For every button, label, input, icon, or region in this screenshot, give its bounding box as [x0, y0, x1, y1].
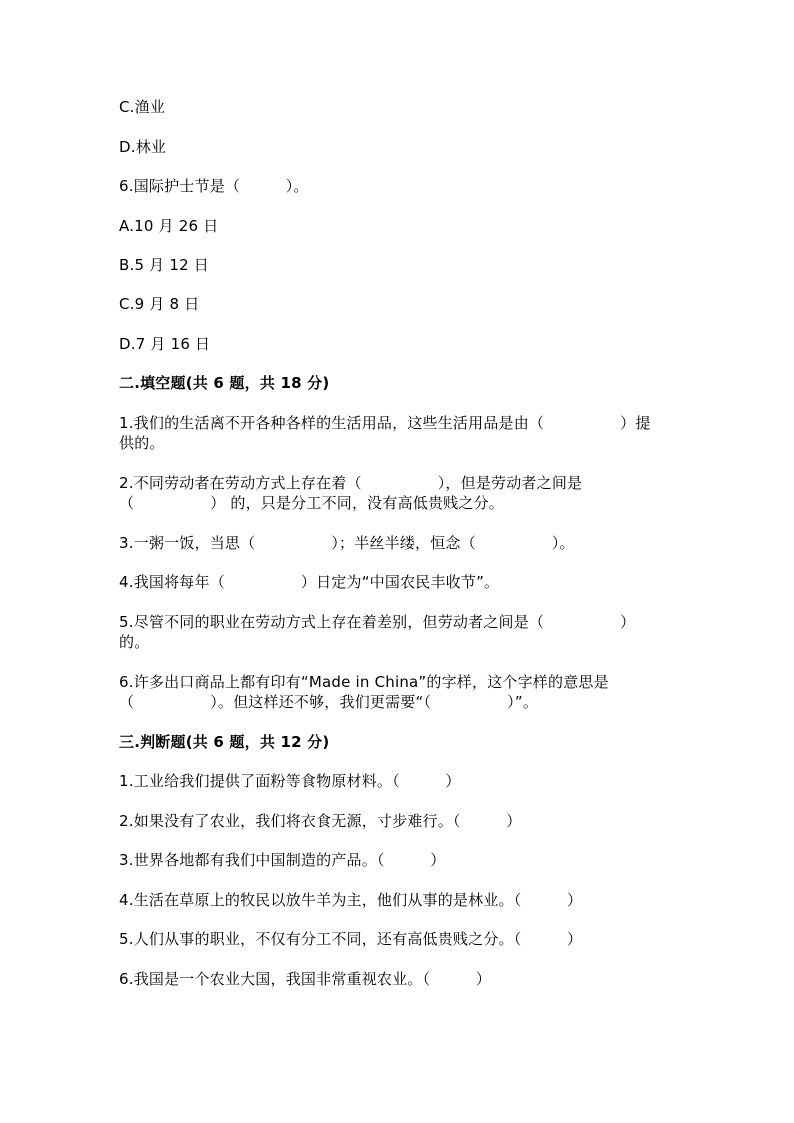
fill-q6-line1: 6.许多出口商品上都有印有“Made in China”的字样，这个字样的意思是: [119, 673, 609, 691]
tf-item-5: 5.人们从事的职业，不仅有分工不同，还有高低贵贱之分。（ ）: [119, 930, 583, 948]
tf-item-3: 3.世界各地都有我们中国制造的产品。（ ）: [119, 851, 446, 869]
q6-option-b: B.5 月 12 日: [119, 256, 209, 274]
fill-q4: 4.我国将每年（ ）日定为“中国农民丰收节”。: [119, 573, 500, 591]
q6-option-a: A.10 月 26 日: [119, 217, 219, 235]
fill-q3: 3.一粥一饭，当思（ ）；半丝半缕，恒念（ ）。: [119, 534, 575, 552]
fill-q5-line1: 5.尽管不同的职业在劳动方式上存在着差别，但劳动者之间是（ ）: [119, 613, 636, 631]
fill-q6-line2: （ ）。但这样还不够，我们更需要“（ ）”。: [119, 693, 539, 711]
q6-option-c: C.9 月 8 日: [119, 295, 200, 313]
q5-option-c: C.渔业: [119, 98, 166, 116]
q6-option-d: D.7 月 16 日: [119, 335, 211, 353]
q6-stem: 6.国际护士节是（ ）。: [119, 177, 309, 195]
tf-item-4: 4.生活在草原上的牧民以放牛羊为主，他们从事的是林业。（ ）: [119, 891, 583, 909]
tf-item-6: 6.我国是一个农业大国，我国非常重视农业。（ ）: [119, 970, 492, 988]
fill-blank-heading: 二.填空题(共 6 题，共 18 分): [119, 374, 330, 392]
tf-item-2: 2.如果没有了农业，我们将衣食无源，寸步难行。（ ）: [119, 812, 522, 830]
true-false-heading: 三.判断题(共 6 题，共 12 分): [119, 733, 330, 751]
tf-item-1: 1.工业给我们提供了面粉等食物原材料。（ ）: [119, 772, 461, 790]
fill-q2-line1: 2.不同劳动者在劳动方式上存在着（ ），但是劳动者之间是: [119, 474, 583, 492]
fill-q2-line2: （ ） 的，只是分工不同，没有高低贵贱之分。: [119, 494, 504, 512]
fill-q1-line1: 1.我们的生活离不开各种各样的生活用品，这些生活用品是由（ ）提: [119, 414, 651, 432]
q5-option-d: D.林业: [119, 138, 167, 156]
fill-q1-line2: 供的。: [119, 434, 165, 452]
fill-q5-line2: 的。: [119, 633, 150, 651]
